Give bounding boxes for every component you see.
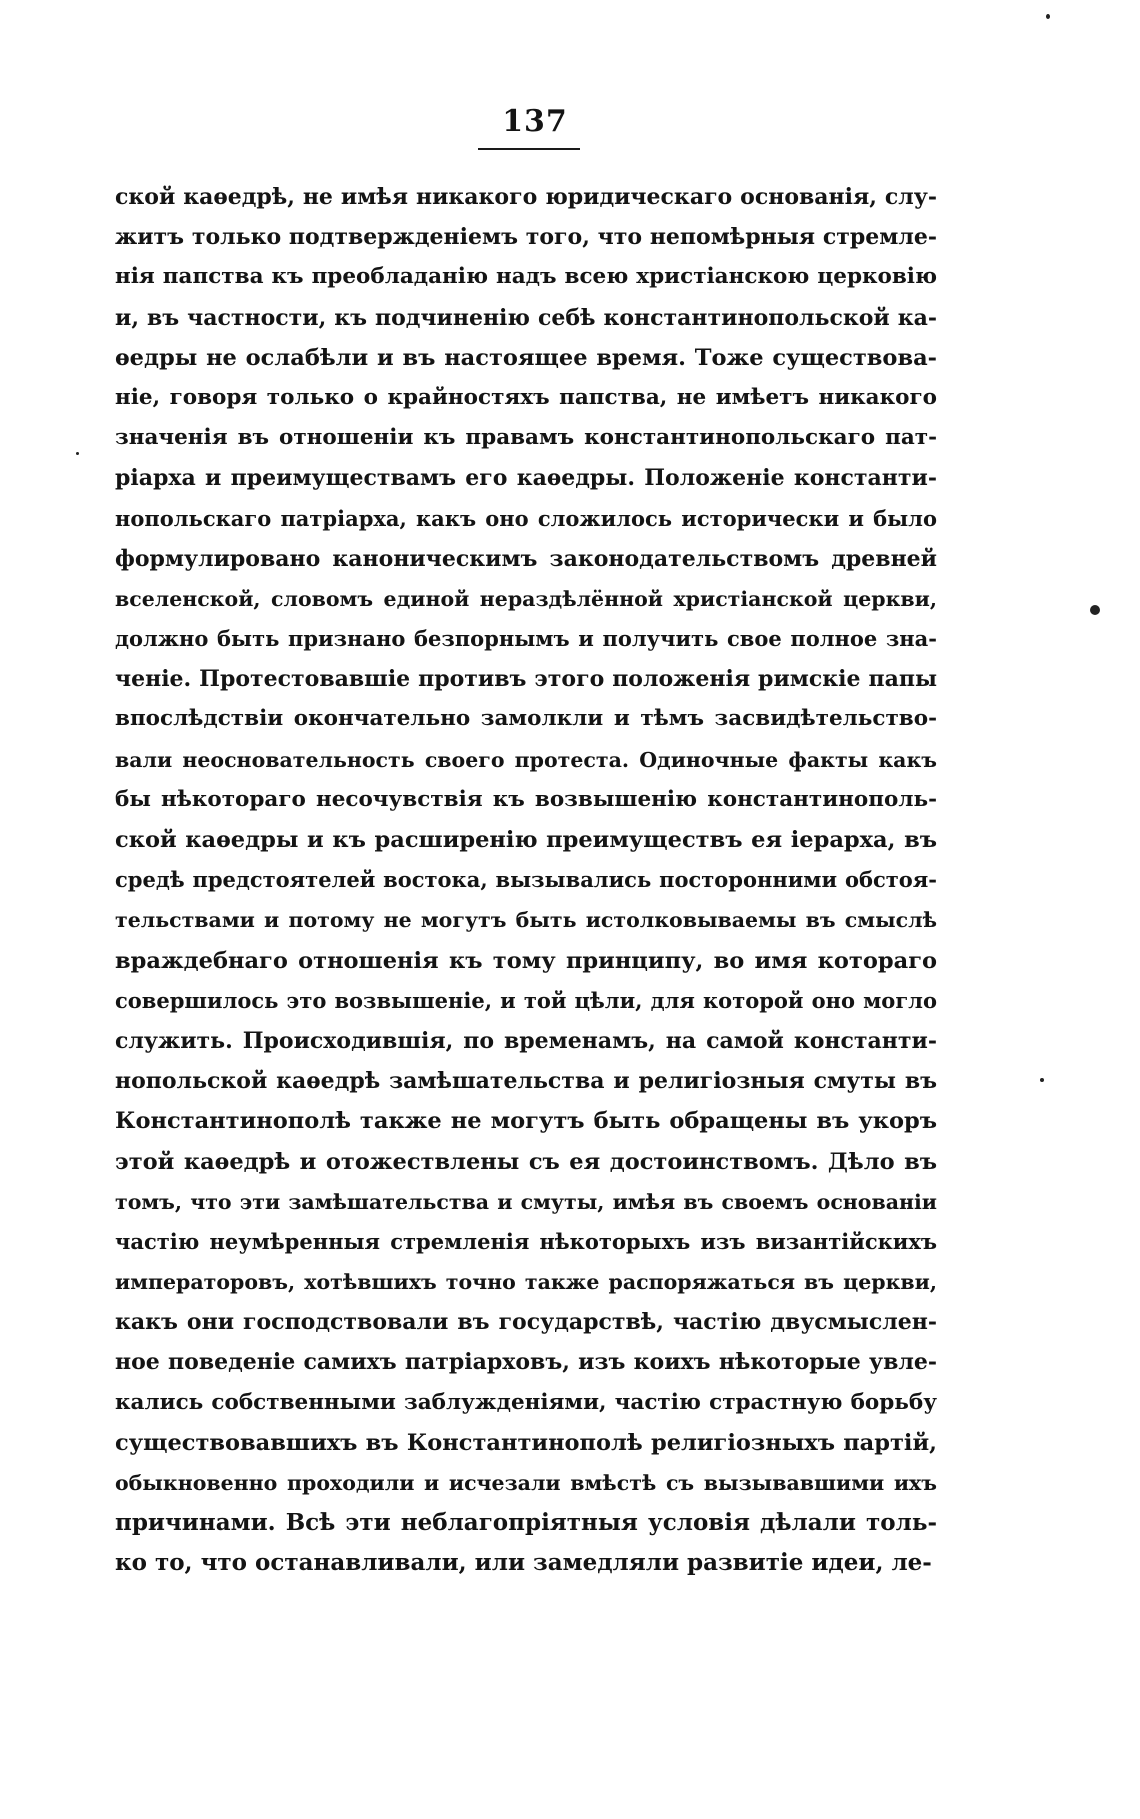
text-line: кались собственными заблужденіями, частію страстную борьбу [115,1389,937,1415]
text-line: нопольскаго патріарха, какъ оно сложилось исторически и было [115,505,937,531]
ink-speck [1040,1078,1044,1082]
text-line: впослѣдствіи окончательно замолкли и тѣмъ засвидѣтельство- [115,706,937,732]
text-line: средѣ предстоятелей востока, вызывались посторонними обстоя- [115,867,937,893]
text-line: императоровъ, хотѣвшихъ точно также распоряжаться въ церкви, [115,1270,937,1295]
text-line: служить. Происходившія, по временамъ, на самой константи- [115,1027,937,1054]
text-line: томъ, что эти замѣшательства и смуты, имѣя въ своемъ основаніи [115,1189,937,1214]
text-line: причинами. Всѣ эти неблагопріятныя условія дѣлали толь- [115,1509,937,1537]
text-line: обыкновенно проходили и исчезали вмѣстѣ съ вызывавшими ихъ [115,1471,937,1495]
text-line: ченіе. Протестовавшіе противъ этого положенія римскіе папы [115,666,937,693]
text-line: ное поведеніе самихъ патріарховъ, изъ коихъ нѣкоторые увле- [115,1349,937,1376]
text-line: ской каѳедрѣ, не имѣя никакого юридическаго основанія, слу- [115,184,937,210]
text-line: этой каѳедрѣ и отожествлены съ ея достоинствомъ. Дѣло въ [115,1148,937,1175]
text-line: Константинополѣ также не могутъ быть обращены въ укоръ [115,1108,937,1135]
text-line: значенія въ отношеніи къ правамъ константинопольскаго пат- [115,425,937,451]
text-line: ской каѳедры и къ расширенію преимуществъ ея іерарха, въ [115,827,937,853]
text-line: частію неумѣренныя стремленія нѣкоторыхъ изъ византійскихъ [115,1228,937,1254]
text-line: должно быть признано безпорнымъ и получить свое полное зна- [115,626,937,652]
ink-speck [76,452,79,455]
text-line: формулировано каноническимъ законодательствомъ древней [115,545,937,572]
text-line: враждебнаго отношенія къ тому принципу, во имя котораго [115,947,937,974]
body-text [115,177,937,1584]
text-line: ніе, говоря только о крайностяхъ папства, не имѣетъ никакого [115,384,937,410]
text-line: нопольской каѳедрѣ замѣшательства и религіозныя смуты въ [115,1068,937,1095]
text-line: тельствами и потому не могутъ быть истолковываемы въ смыслѣ [115,908,937,933]
ink-speck [1090,605,1100,615]
text-line: ѳедры не ослабѣли и въ настоящее время. Тоже существова- [115,344,937,371]
page-number-rule [478,148,580,150]
ink-speck [1046,14,1050,19]
text-line: житъ только подтвержденіемъ того, что непомѣрныя стремле- [115,224,937,251]
text-line: вселенской, словомъ единой нераздѣлённой христіанской церкви, [115,586,937,611]
text-line: бы нѣкотораго несочувствія къ возвышенію константинополь- [115,786,937,812]
text-line: вали неосновательность своего протеста. Одиночные факты какъ [115,747,937,772]
text-line: ко то, что останавливали, или замедляли развитіе идеи, ле- [115,1549,932,1577]
text-line: существовавшихъ въ Константинополѣ религіозныхъ партій, [115,1429,937,1456]
text-line: совершилось это возвышеніе, и той цѣли, для которой оно могло [115,987,937,1013]
text-line: какъ они господствовали въ государствѣ, частію двусмыслен- [115,1309,937,1336]
page-number: 137 [502,104,568,139]
text-line: нія папства къ преобладанію надъ всею христіанскою церковію [115,264,937,290]
text-line: и, въ частности, къ подчиненію себѣ константинопольской ка- [115,304,937,331]
text-line: ріарха и преимуществамъ его каѳедры. Положеніе константи- [115,465,937,492]
